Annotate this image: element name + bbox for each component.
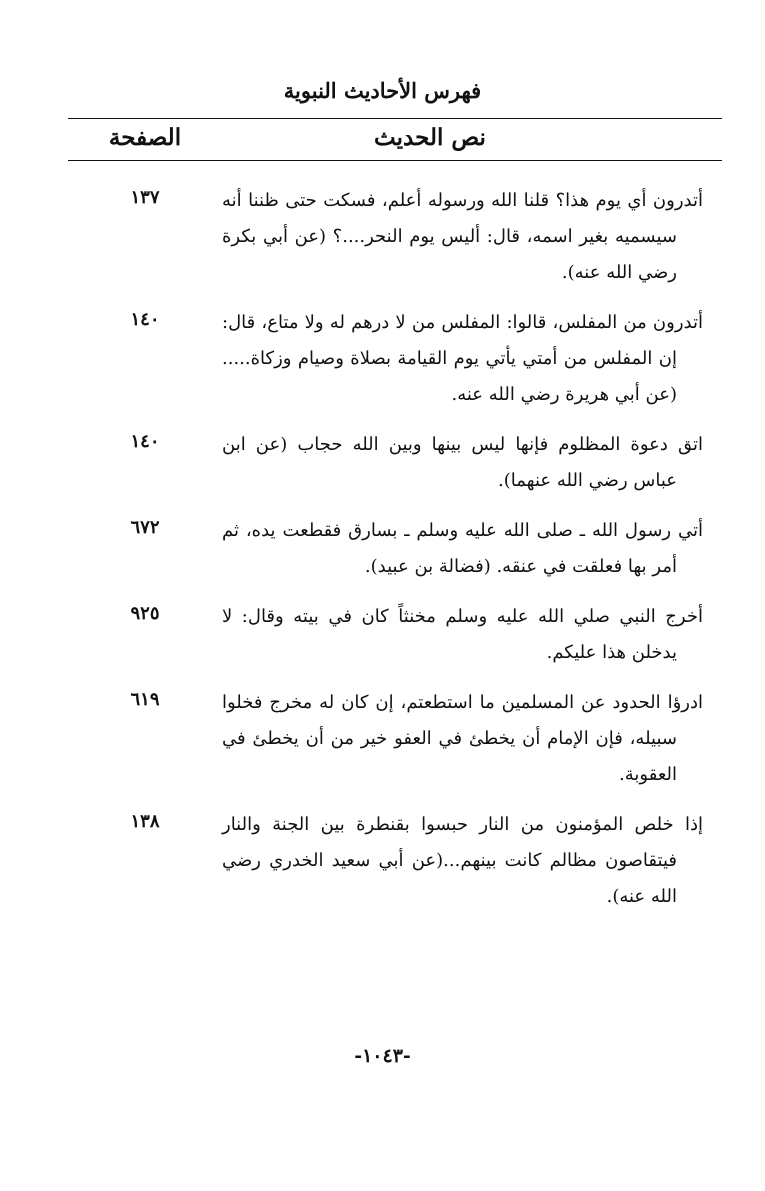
column-header-hadith-text: نص الحديث	[374, 124, 486, 151]
page-number-folio: -١٠٤٣-	[354, 1045, 411, 1067]
entry-page-number: ٦١٩	[130, 689, 160, 710]
column-header-page: الصفحة	[108, 124, 182, 151]
index-entry	[0, 685, 765, 793]
header-bottom-rule	[68, 160, 722, 161]
running-title: فهرس الأحاديث النبوية	[283, 78, 482, 103]
index-entry	[0, 807, 765, 915]
index-entry	[0, 513, 765, 585]
header-top-rule	[68, 118, 722, 119]
entry-hadith-text: إذا خلص المؤمنون من النار حبسوا بقنطرة بين الجنة والنار فيتقاصون مظالم كانت بينهم...(عن أبي سعيد الخدري رضي الله عنه).	[222, 814, 703, 907]
entry-hadith-text: أتدرون أي يوم هذا؟ قلنا الله ورسوله أعلم، فسكت حتى ظننا أنه سيسميه بغير اسمه، قال: أليس يوم النحر....؟ (عن أبي بكرة رضي الله عنه).	[222, 190, 703, 283]
entry-page-number: ١٤٠	[130, 431, 160, 452]
index-entry	[0, 305, 765, 413]
index-entry	[0, 599, 765, 671]
entry-hadith-text: أتي رسول الله ـ صلى الله عليه وسلم ـ بسارق فقطعت يده، ثم أمر بها فعلقت في عنقه. (فضالة بن عبيد).	[222, 520, 703, 577]
entry-hadith-text: ادرؤا الحدود عن المسلمين ما استطعتم، إن كان له مخرج فخلوا سبيله، فإن الإمام أن يخطئ في العفو خير من أن يخطئ في العقوبة.	[222, 692, 703, 785]
entry-hadith-text: اتق دعوة المظلوم فإنها ليس بينها وبين الله حجاب (عن ابن عباس رضي الله عنهما).	[222, 434, 703, 491]
entry-hadith-text: أتدرون من المفلس، قالوا: المفلس من لا درهم له ولا متاع، قال: إن المفلس من أمتي يأتي يوم القيامة بصلاة وصيام وزكاة.....(عن أبي هريرة رضي الله عنه.	[222, 312, 703, 405]
entry-page-number: ٩٢٥	[130, 603, 160, 624]
entry-page-number: ١٣٧	[130, 187, 160, 208]
entry-page-number: ٦٧٢	[130, 517, 160, 538]
entry-page-number: ١٤٠	[130, 309, 160, 330]
entry-page-number: ١٣٨	[130, 811, 160, 832]
index-entry	[0, 427, 765, 499]
entry-hadith-text: أخرج النبي صلي الله عليه وسلم مخنثاً كان في بيته وقال: لا يدخلن هذا عليكم.	[222, 606, 703, 663]
hadith-index-list	[0, 183, 765, 929]
index-entry	[0, 183, 765, 291]
